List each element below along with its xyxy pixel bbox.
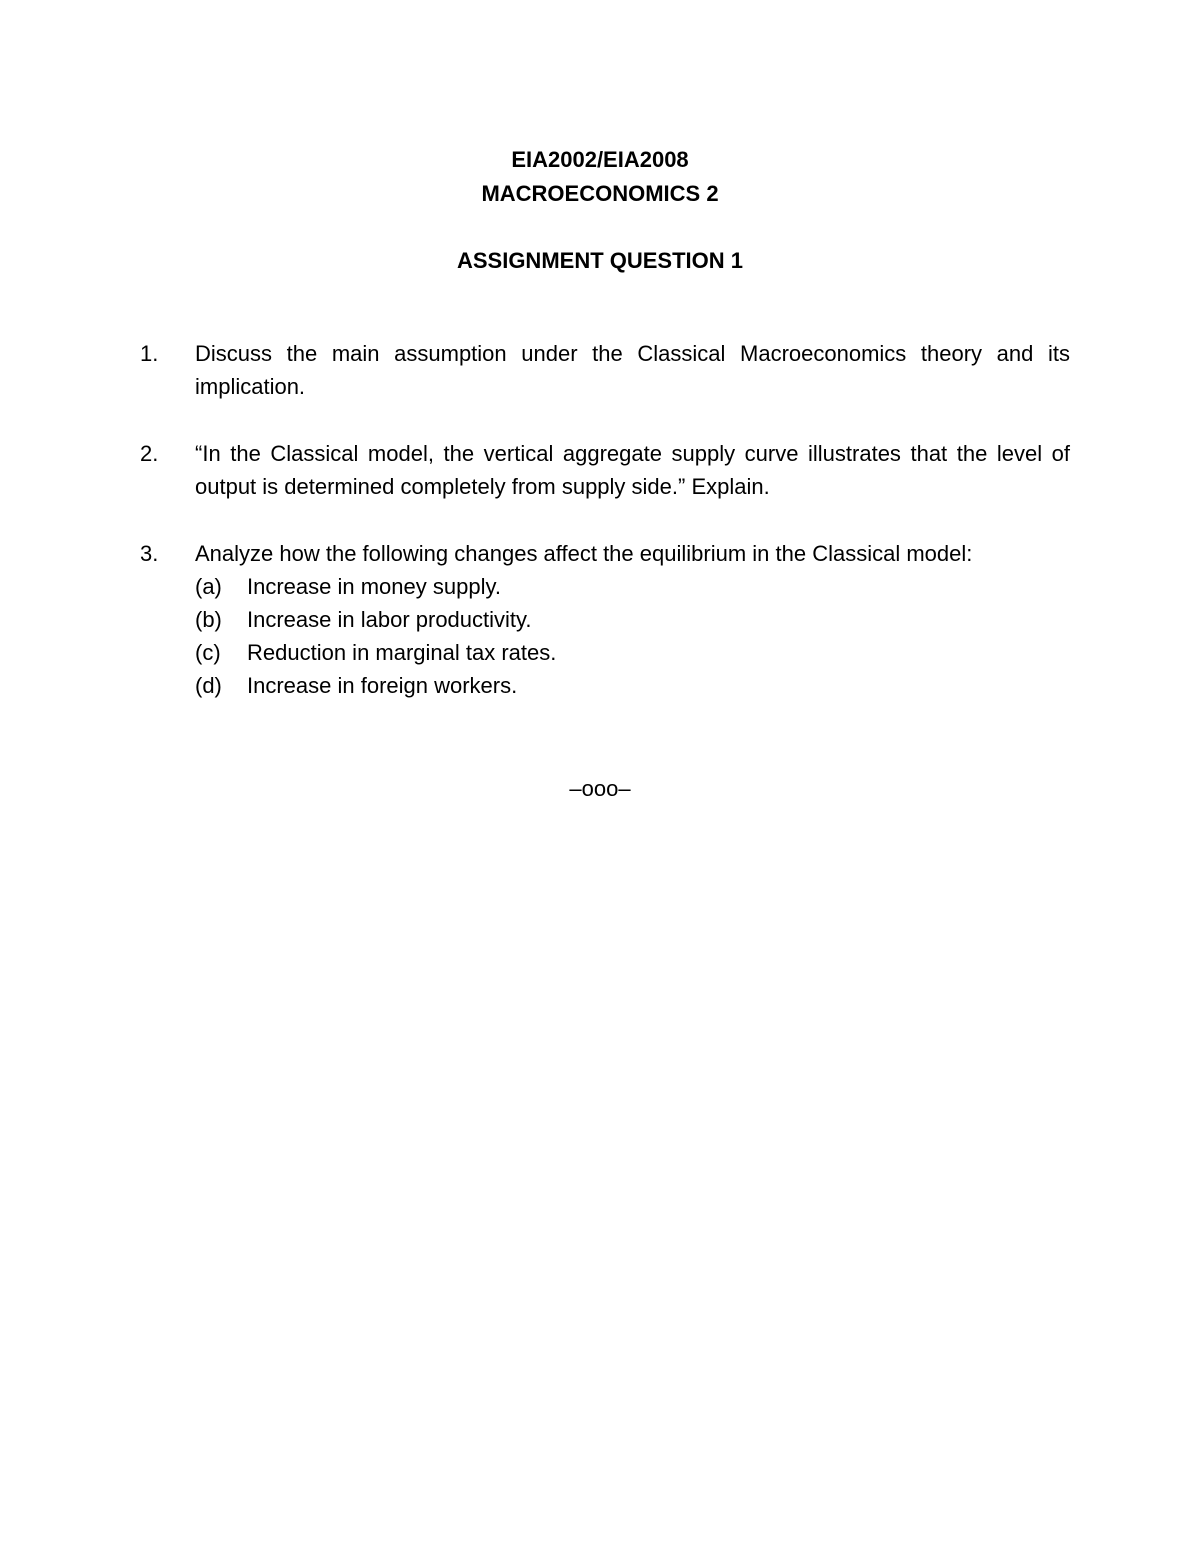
sub-item-letter: (a) xyxy=(195,574,222,599)
question-text: Analyze how the following changes affect the equilibrium in the Classical model: xyxy=(195,541,973,566)
question-number: 3. xyxy=(140,541,159,566)
question-number: 1. xyxy=(140,341,159,366)
course-code: EIA2002/EIA2008 xyxy=(511,147,689,172)
sub-item-text: Increase in foreign workers. xyxy=(247,673,518,698)
sub-item-text: Reduction in marginal tax rates. xyxy=(247,640,557,665)
sub-item-b xyxy=(195,603,1070,636)
sub-item-text: Increase in money supply. xyxy=(247,574,501,599)
assignment-title: ASSIGNMENT QUESTION 1 xyxy=(456,248,744,273)
sub-item-letter: (c) xyxy=(195,640,221,665)
course-name: MACROECONOMICS 2 xyxy=(481,181,719,206)
sub-item-a xyxy=(195,570,1070,603)
question-2 xyxy=(140,437,1070,503)
sub-item-letter: (d) xyxy=(195,673,222,698)
sub-item-letter: (b) xyxy=(195,607,222,632)
end-marker: –ooo– xyxy=(569,776,631,801)
question-number: 2. xyxy=(140,441,159,466)
question-3 xyxy=(140,537,1070,702)
sub-item-text: Increase in labor productivity. xyxy=(247,607,532,632)
question-text: “In the Classical model, the vertical aggregate supply curve illustrates that the level of output is determined completely from supply side.” Explain. xyxy=(195,441,1070,499)
question-1 xyxy=(140,337,1070,403)
question-text: Discuss the main assumption under the Classical Macroeconomics theory and its implication. xyxy=(195,341,1070,399)
sub-item-d xyxy=(195,669,1070,702)
sub-item-c xyxy=(195,636,1070,669)
